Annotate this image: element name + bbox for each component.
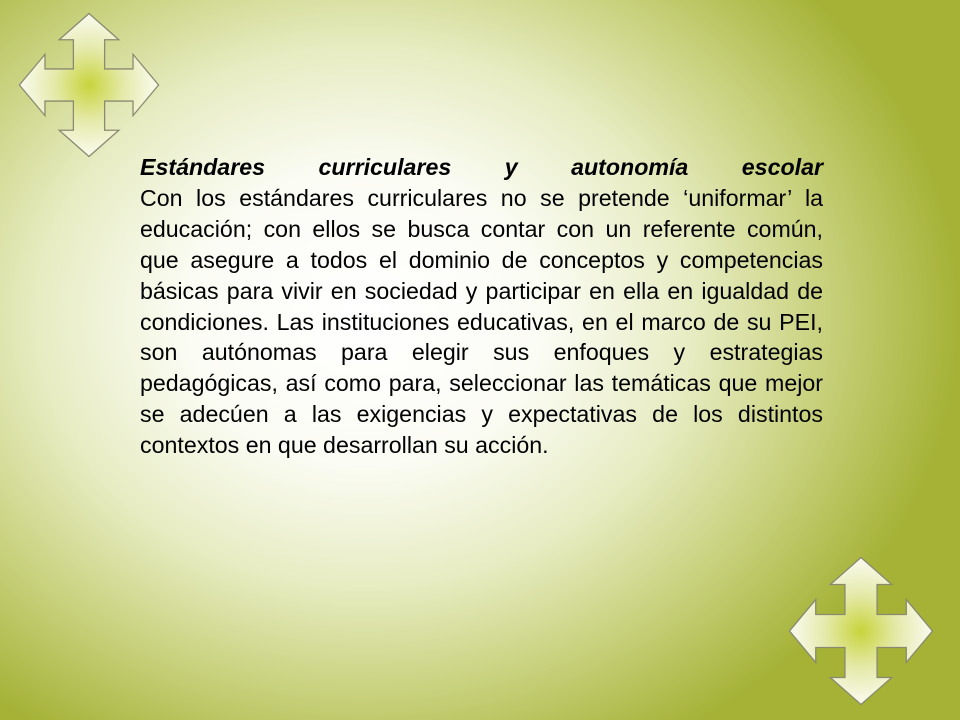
slide-body-text: Con los estándares curriculares no se pretende ‘uniformar’ la educación; con ellos se busca contar con un referente común, que asegure a todos el dominio de conceptos y competencias básicas para vivir en sociedad y participar en ella en igualdad de condiciones. Las instituciones educativas, en el marco de su PEI, son autónomas para elegir sus enfoques y estrategias pedagógicas, así como para, seleccionar las temáticas que mejor se adecúen a las exigencias y expectativas de los distintos contextos en que desarrollan su acción. [140, 184, 823, 459]
slide-heading: Estándares curriculares y autonomía escolar [140, 154, 823, 180]
four-way-arrow-icon [788, 556, 934, 706]
slide-text-block [140, 152, 823, 461]
four-way-arrow-icon [18, 12, 160, 158]
